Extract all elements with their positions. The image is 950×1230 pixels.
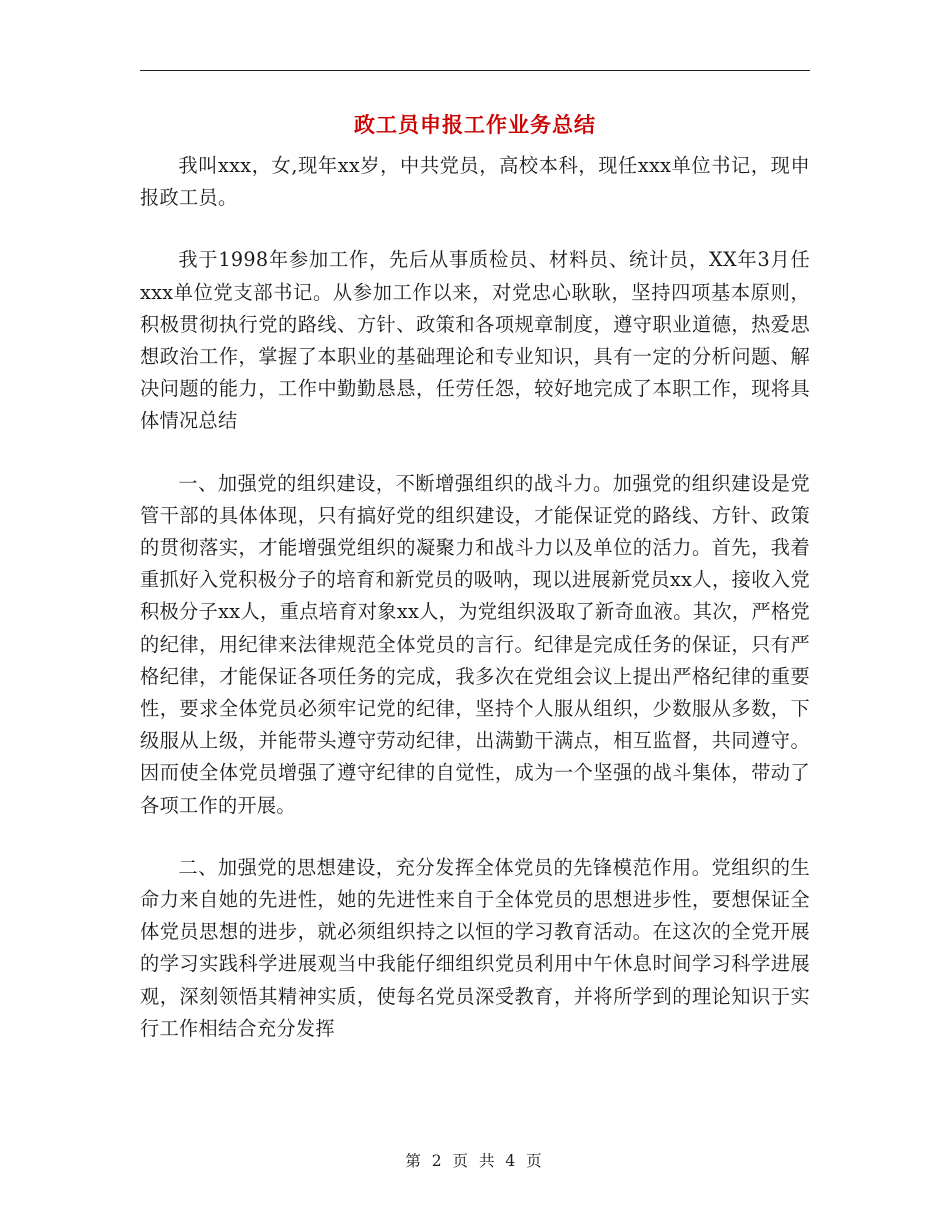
document-body xyxy=(140,150,810,1075)
page-number-footer: 第 2 页 共 4 页 xyxy=(405,1152,545,1170)
paragraph-background: 我于1998年参加工作，先后从事质检员、材料员、统计员，XX年3月任xxx单位党支部书记。从参加工作以来，对党忠心耿耿，坚持四项基本原则，积极贯彻执行党的路线、方针、政策和各项规章制度，遵守职业道德，热爱思想政治工作，掌握了本职业的基础理论和专业知识，具有一定的分析问题、解决问题的能力，工作中勤勤恳恳，任劳任怨，较好地完成了本职工作，现将具体情况总结 xyxy=(140,248,810,433)
header-rule xyxy=(140,70,810,71)
paragraph-section-one: 一、加强党的组织建设，不断增强组织的战斗力。加强党的组织建设是党管干部的具体体现，只有搞好党的组织建设，才能保证党的路线、方针、政策的贯彻落实，才能增强党组织的凝聚力和战斗力以及单位的活力。首先，我着重抓好入党积极分子的培育和新党员的吸呐，现以进展新党员xx人，接收入党积极分子xx人，重点培育对象xx人，为党组织汲取了新奇血液。其次，严格党的纪律，用纪律来法律规范全体党员的言行。纪律是完成任务的保证，只有严格纪律，才能保证各项任务的完成，我多次在党组会议上提出严格纪律的重要性，要求全体党员必须牢记党的纪律，坚持个人服从组织，少数服从多数，下级服从上级，并能带头遵守劳动纪律，出满勤干满点，相互监督，共同遵守。因而使全体党员增强了遵守纪律的自觉性，成为一个坚强的战斗集体，带动了各项工作的开展。 xyxy=(140,471,810,817)
paragraph-section-two: 二、加强党的思想建设，充分发挥全体党员的先锋模范作用。党组织的生命力来自她的先进性，她的先进性来自于全体党员的思想进步性，要想保证全体党员思想的进步，就必须组织持之以恒的学习教育活动。在这次的全党开展的学习实践科学进展观当中我能仔细组织党员利用中午休息时间学习科学进展观，深刻领悟其精神实质，使每名党员深受教育，并将所学到的理论知识于实行工作相结合充分发挥 xyxy=(140,855,810,1040)
document-title: 政工员申报工作业务总结 xyxy=(354,113,596,137)
paragraph-intro: 我叫xxx，女,现年xx岁，中共党员，高校本科，现任xxx单位书记，现申报政工员。 xyxy=(140,154,810,210)
